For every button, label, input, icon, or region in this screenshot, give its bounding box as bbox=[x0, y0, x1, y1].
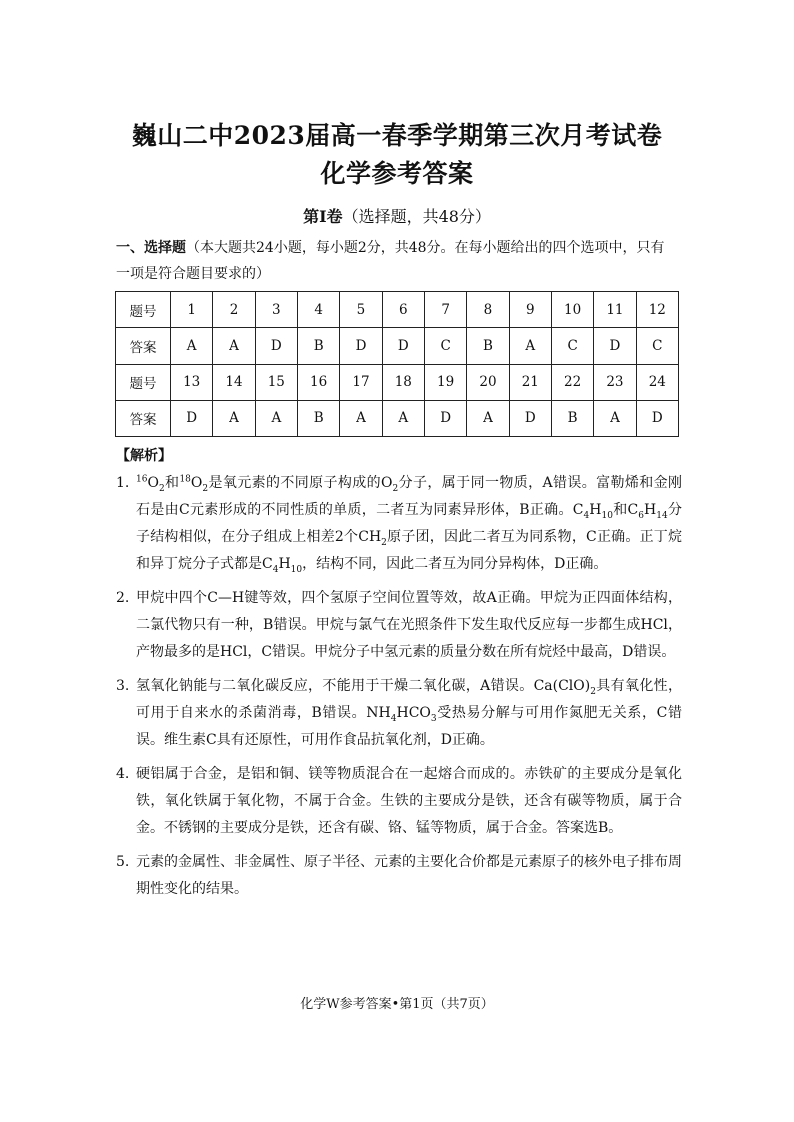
answer-cell: B bbox=[297, 400, 339, 436]
row-label-answer: 答案 bbox=[116, 328, 171, 364]
question-number-cell: 2 bbox=[213, 292, 255, 328]
item-text: $^{16}O_2$和$^{18}O_2$是氧元素的不同原子构成的$O_2$分子，属于同一物质，A错误。富勒烯和金刚石是由C元素形成的不同性质的单质，二者互为同素异形体，B正确。$C_4H_{10}$和$C_6H_{14}$分子结构相似，在分子组成上相差2个$CH_2$原子团，因此二者互为同系物，C正确。正丁烷和异丁烷分子式都是$C_4H_{10}$，结构不同，因此二者互为同分异构体，D正确。 bbox=[136, 474, 683, 575]
question-number-cell: 3 bbox=[255, 292, 297, 328]
question-number-cell: 18 bbox=[382, 364, 424, 400]
question-number-cell: 12 bbox=[636, 292, 678, 328]
answer-cell: D bbox=[509, 400, 551, 436]
analysis-list bbox=[116, 470, 682, 910]
analysis-item bbox=[116, 585, 682, 666]
answer-cell: B bbox=[467, 328, 509, 364]
question-number-cell: 21 bbox=[509, 364, 551, 400]
answer-cell: D bbox=[171, 400, 213, 436]
exam-title: 巍山二中2023届高一春季学期第三次月考试卷 bbox=[131, 121, 663, 150]
answer-cell: D bbox=[340, 328, 382, 364]
section-label: 一、选择题 bbox=[116, 240, 186, 256]
question-number-cell: 19 bbox=[424, 364, 466, 400]
question-number-cell: 16 bbox=[297, 364, 339, 400]
analysis-heading: 【解析】 bbox=[116, 448, 172, 464]
part-note: （选择题，共48分） bbox=[342, 207, 491, 226]
question-number-cell: 17 bbox=[340, 364, 382, 400]
answer-cell: A bbox=[255, 400, 297, 436]
part-label: 第Ⅰ卷 bbox=[303, 207, 343, 226]
answer-cell: D bbox=[382, 328, 424, 364]
answer-cell: D bbox=[255, 328, 297, 364]
answer-cell: A bbox=[213, 400, 255, 436]
analysis-item bbox=[116, 470, 682, 578]
item-text: 甲烷中四个C—H键等效，四个氢原子空间位置等效，故A正确。甲烷为正四面体结构，二氯代物只有一种，B错误。甲烷与氯气在光照条件下发生取代反应每一步都生成HCl，产物最多的是HCl，C错误。甲烷分子中氢元素的质量分数在所有烷烃中最高，D错误。 bbox=[136, 590, 682, 660]
answer-cell: D bbox=[594, 328, 636, 364]
question-number-cell: 9 bbox=[509, 292, 551, 328]
question-number-cell: 1 bbox=[171, 292, 213, 328]
answer-cell: A bbox=[171, 328, 213, 364]
row-label-question: 题号 bbox=[116, 364, 171, 400]
table-row-question bbox=[116, 292, 679, 328]
answer-cell: A bbox=[382, 400, 424, 436]
answer-cell: B bbox=[297, 328, 339, 364]
question-number-cell: 5 bbox=[340, 292, 382, 328]
item-text: 氢氧化钠能与二氧化碳反应，不能用于干燥二氧化碳，A错误。$Ca(ClO)_2$具有氧化性，可用于自来水的杀菌消毒，B错误。$NH_4HCO_3$受热易分解与可用作氮肥无关系，C错误。维生素C具有还原性，可用作食品抗氧化剂，D正确。 bbox=[136, 678, 682, 748]
question-number-cell: 6 bbox=[382, 292, 424, 328]
analysis-item bbox=[116, 673, 682, 754]
item-number: 1. bbox=[116, 475, 130, 491]
item-text: 硬铝属于合金，是铝和铜、镁等物质混合在一起熔合而成的。赤铁矿的主要成分是氧化铁，氧化铁属于氧化物，不属于合金。生铁的主要成分是铁，还含有碳等物质，属于合金。不锈钢的主要成分是铁，还含有碳、铬、锰等物质，属于合金。答案选B。 bbox=[136, 766, 682, 836]
item-number: 3. bbox=[116, 678, 130, 694]
question-number-cell: 8 bbox=[467, 292, 509, 328]
section-intro bbox=[116, 235, 676, 287]
question-number-cell: 15 bbox=[255, 364, 297, 400]
question-number-cell: 14 bbox=[213, 364, 255, 400]
answer-cell: D bbox=[424, 400, 466, 436]
answer-cell: A bbox=[594, 400, 636, 436]
answer-cell: A bbox=[509, 328, 551, 364]
analysis-item bbox=[116, 761, 682, 842]
item-number: 5. bbox=[116, 854, 130, 870]
part-heading bbox=[0, 204, 794, 227]
answer-cell: C bbox=[551, 328, 593, 364]
analysis-item bbox=[116, 849, 682, 903]
table-row-answer bbox=[116, 328, 679, 364]
table-row-answer bbox=[116, 400, 679, 436]
item-number: 4. bbox=[116, 766, 130, 782]
question-number-cell: 10 bbox=[551, 292, 593, 328]
item-number: 2. bbox=[116, 590, 130, 606]
answer-cell: B bbox=[551, 400, 593, 436]
question-number-cell: 22 bbox=[551, 364, 593, 400]
answer-key-title: 化学参考答案 bbox=[320, 159, 474, 188]
table-row-question bbox=[116, 364, 679, 400]
question-number-cell: 7 bbox=[424, 292, 466, 328]
answer-cell: C bbox=[636, 328, 678, 364]
answer-cell: A bbox=[340, 400, 382, 436]
answer-cell: A bbox=[213, 328, 255, 364]
question-number-cell: 20 bbox=[467, 364, 509, 400]
page-footer: 化学W参考答案•第1页（共7页） bbox=[300, 997, 494, 1012]
row-label-answer: 答案 bbox=[116, 400, 171, 436]
row-label-question: 题号 bbox=[116, 292, 171, 328]
section-description: （本大题共24小题，每小题2分，共48分。在每小题给出的四个选项中，只有一项是符合题目要求的） bbox=[116, 240, 665, 282]
question-number-cell: 11 bbox=[594, 292, 636, 328]
question-number-cell: 4 bbox=[297, 292, 339, 328]
answer-cell: D bbox=[636, 400, 678, 436]
question-number-cell: 13 bbox=[171, 364, 213, 400]
item-text: 元素的金属性、非金属性、原子半径、元素的主要化合价都是元素原子的核外电子排布周期性变化的结果。 bbox=[136, 854, 682, 897]
question-number-cell: 24 bbox=[636, 364, 678, 400]
answer-cell: A bbox=[467, 400, 509, 436]
question-number-cell: 23 bbox=[594, 364, 636, 400]
answer-table bbox=[115, 291, 679, 437]
answer-cell: C bbox=[424, 328, 466, 364]
